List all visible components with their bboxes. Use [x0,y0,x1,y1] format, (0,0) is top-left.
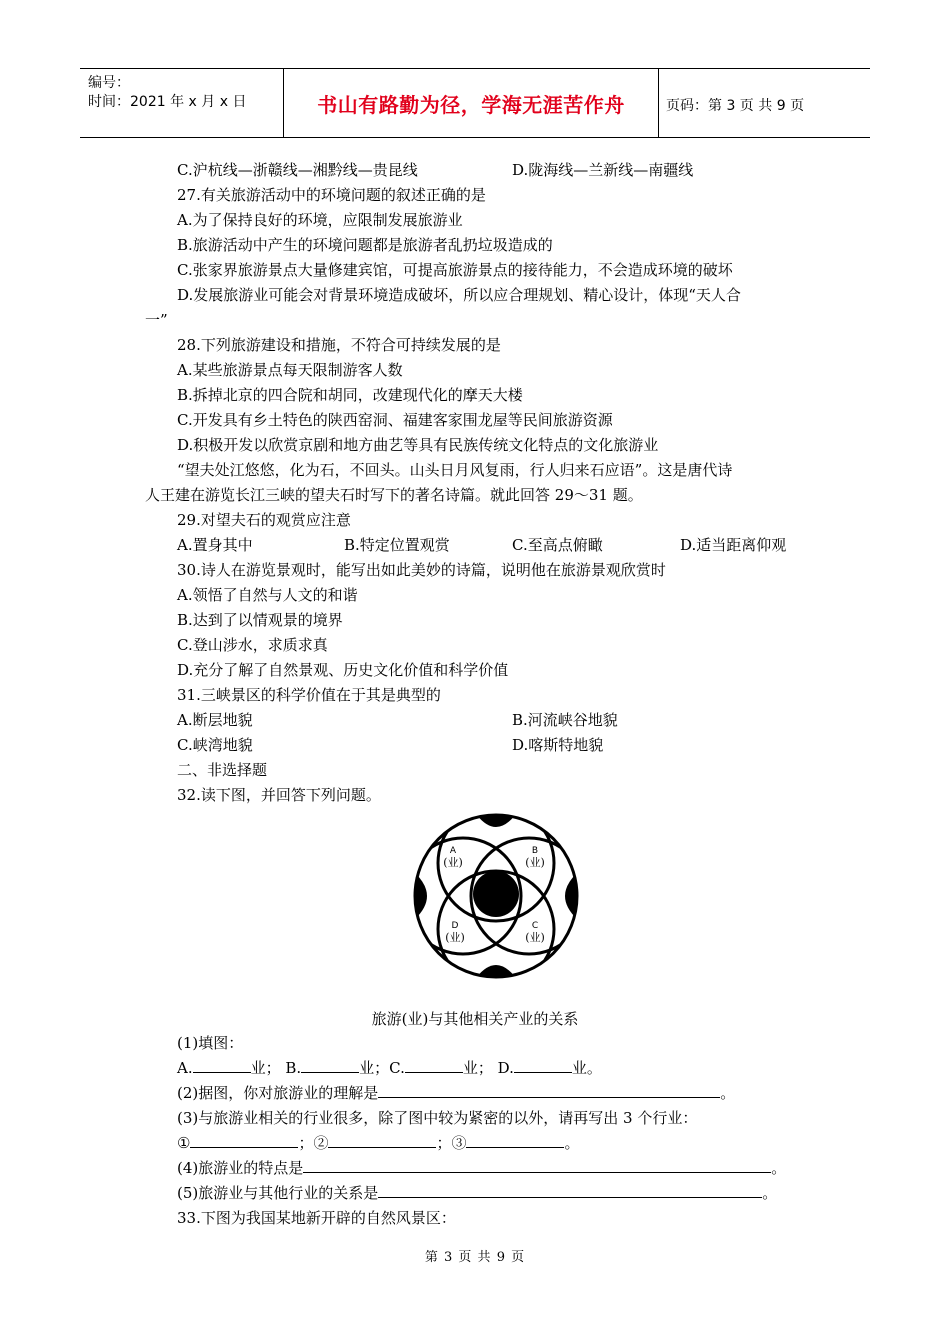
q32-fill-row [177,1058,602,1078]
period: 。 [771,1159,787,1177]
q27-stem: 27.有关旅游活动中的环境问题的叙述正确的是 [177,186,486,204]
answer-1-blank[interactable] [190,1133,298,1148]
answer-1-label: ① [177,1134,191,1152]
q28-option-a: A.某些旅游景点每天限制游客人数 [177,361,403,379]
time-label: 时间：2021 年 x 月 x 日 [88,94,247,110]
q32-part2 [177,1083,735,1103]
fill-a-blank[interactable] [193,1058,251,1073]
q32-stem: 32.读下图，并回答下列问题。 [177,786,381,804]
answer-3-label: ；③ [436,1134,467,1152]
q30-option-d: D.充分了解了自然景观、历史文化价值和科学价值 [177,661,509,679]
q33-stem: 33.下图为我国某地新开辟的自然风景区： [177,1209,456,1227]
q27-option-d: D.发展旅游业可能会对背景环境造成破坏，所以应合理规划、精心设计，体现“天人合 [177,286,741,304]
q28-option-c: C.开发具有乡土特色的陕西窑洞、福建客家围龙屋等民间旅游资源 [177,411,613,429]
label-b: B [531,846,539,856]
q29-option-b: B.特定位置观赏 [344,536,450,554]
page-header [80,68,870,138]
passage-line-2: 人王建在游览长江三峡的望夫石时写下的著名诗篇。就此回答 29～31 题。 [145,486,643,504]
header-meta [80,69,284,137]
answer-3-blank[interactable] [466,1133,564,1148]
q32-part3: (3)与旅游业相关的行业很多，除了图中较为紧密的以外，请再写出 3 个行业： [177,1109,698,1127]
center-core [473,871,519,917]
period: 。 [762,1184,778,1202]
q32-part2-blank[interactable] [378,1083,720,1098]
motto: 书山有路勤为径，学海无涯苦作舟 [284,69,659,137]
q27-option-d-cont: 一” [145,311,168,329]
q27-option-a: A.为了保持良好的环境，应限制发展旅游业 [177,211,463,229]
q30-stem: 30.诗人在游览景观时，能写出如此美妙的诗篇，说明他在旅游景观欣赏时 [177,561,666,579]
q28-option-d: D.积极开发以欣赏京剧和地方曲艺等具有民族传统文化特点的文化旅游业 [177,436,659,454]
label-a-ye: (业) [443,856,463,869]
q31-stem: 31.三峡景区的科学价值在于其是典型的 [177,686,441,704]
q29-stem: 29.对望夫石的观赏应注意 [177,511,351,529]
label-d: D [451,921,459,931]
label-a: A [449,846,457,856]
q31-option-a: A.断层地貌 [177,711,253,729]
q27-option-b: B.旅游活动中产生的环境问题都是旅游者乱扔垃圾造成的 [177,236,553,254]
page-footer: 第 3 页 共 9 页 [424,1250,526,1265]
label-c: C [531,921,539,931]
answer-2-blank[interactable] [328,1133,436,1148]
q29-option-c: C.至高点俯瞰 [512,536,603,554]
q30-option-b: B.达到了以情观景的境界 [177,611,343,629]
q26-option-c: C.沪杭线—浙赣线—湘黔线—贵昆线 [177,161,418,179]
q28-option-b: B.拆掉北京的四合院和胡同，改建现代化的摩天大楼 [177,386,523,404]
diagram-caption: 旅游(业)与其他相关产业的关系 [371,1010,579,1028]
q32-part4 [177,1158,786,1178]
code-label: 编号： [88,75,130,91]
fill-d-blank[interactable] [514,1058,572,1073]
label-c-ye: (业) [525,931,545,944]
q29-option-d: D.适当距离仰观 [680,536,787,554]
fill-b-label: 业； B. [250,1059,302,1077]
period: 。 [720,1084,736,1102]
q31-option-d: D.喀斯特地貌 [512,736,604,754]
q32-part5-text: (5)旅游业与其他行业的关系是 [177,1184,379,1202]
fill-d-label: 业； D. [462,1059,514,1077]
q32-part3-answers [177,1133,580,1153]
q27-option-c: C.张家界旅游景点大量修建宾馆，可提高旅游景点的接待能力，不会造成环境的破坏 [177,261,733,279]
q26-option-d: D.陇海线—兰新线—南疆线 [512,161,694,179]
q30-option-c: C.登山涉水，求质求真 [177,636,328,654]
industry-relation-diagram [410,810,582,982]
q32-part4-blank[interactable] [303,1158,771,1173]
q32-part5-blank[interactable] [378,1183,762,1198]
fill-c-blank[interactable] [405,1058,463,1073]
answer-2-label: ；② [298,1134,329,1152]
label-b-ye: (业) [525,856,545,869]
q32-part2-text: (2)据图，你对旅游业的理解是 [177,1084,379,1102]
section-heading: 二、非选择题 [177,761,268,779]
q30-option-a: A.领悟了自然与人文的和谐 [177,586,358,604]
label-d-ye: (业) [445,931,465,944]
q28-stem: 28.下列旅游建设和措施，不符合可持续发展的是 [177,336,501,354]
q32-part1: (1)填图： [177,1034,244,1052]
q32-part5 [177,1183,777,1203]
fill-c-label: 业；C. [359,1059,405,1077]
fill-a-label: A. [177,1059,193,1077]
q29-option-a: A.置身其中 [177,536,253,554]
fill-end: 业。 [571,1059,602,1077]
q31-option-c: C.峡湾地貌 [177,736,253,754]
q32-part4-text: (4)旅游业的特点是 [177,1159,304,1177]
passage-line-1: “望夫处江悠悠，化为石，不回头。山头日月风复雨，行人归来石应语”。这是唐代诗 [177,461,733,479]
q31-option-b: B.河流峡谷地貌 [512,711,618,729]
fill-b-blank[interactable] [301,1058,359,1073]
page-number-label: 页码：第 3 页 共 9 页 [666,98,805,114]
period: 。 [564,1134,580,1152]
